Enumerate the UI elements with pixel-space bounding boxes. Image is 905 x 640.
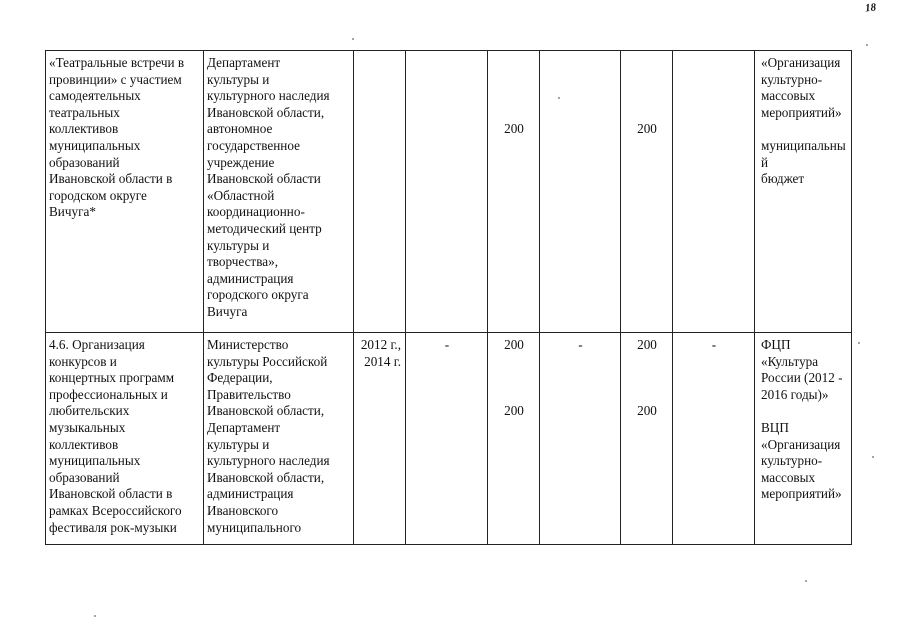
scan-speck — [858, 342, 860, 344]
value-2b: 200 — [504, 403, 524, 419]
value-cell-2 — [488, 333, 540, 545]
value-cell-2 — [488, 51, 540, 333]
value-1: - — [444, 337, 450, 352]
executor-cell — [204, 333, 354, 545]
table-row — [46, 333, 852, 545]
source-b: ВЦП «Организация культурно- массовых мероприятий» — [761, 419, 842, 502]
event-name: «Театральные встречи в провинции» с участием самодеятельных театральных коллективов муниципальных образований Ивановской области в городском округе Вичуга* — [49, 55, 185, 220]
source-cell — [755, 51, 852, 333]
value-cell-4 — [621, 51, 673, 333]
value-cell-4 — [621, 333, 673, 545]
value-4b: 200 — [637, 403, 657, 419]
value-cell-5 — [673, 333, 755, 545]
scan-speck — [866, 44, 868, 46]
value-5: - — [711, 337, 717, 352]
value-2: 200 — [504, 121, 524, 137]
value-4a: 200 — [637, 337, 657, 352]
executor: Министерство культуры Российской Федерации, Правительство Ивановской области, Департамент культуры и культурного наследия Ивановской области, администрация Ивановского муниципального — [207, 337, 330, 535]
value-3: - — [578, 337, 583, 352]
value-cell-1 — [406, 333, 488, 545]
source-b: муниципальный бюджет — [761, 137, 846, 187]
table-row — [46, 51, 852, 333]
scan-speck — [805, 580, 807, 582]
source-cell — [755, 333, 852, 545]
program-table — [45, 50, 852, 545]
source-a: «Организация культурно- массовых мероприятий» — [761, 55, 842, 120]
executor: Департамент культуры и культурного наследия Ивановской области, автономное государственное учреждение Ивановской области «Областной координационно- методический центр культуры и творчества», администрация городского округа Вичуга — [207, 55, 330, 319]
period-cell — [354, 51, 406, 333]
event-name-cell — [46, 51, 204, 333]
event-name: 4.6. Организация конкурсов и концертных программ профессиональных и любительских музыкальных коллективов муниципальных образований Ивановской области в рамках Всероссийского фестиваля рок-музыки — [49, 337, 182, 535]
value-cell-5 — [673, 51, 755, 333]
page-number: 18 — [864, 1, 877, 15]
scan-speck — [94, 615, 96, 617]
value-cell-1 — [406, 51, 488, 333]
source-a: ФЦП «Культура России (2012 - 2016 годы)» — [761, 337, 843, 402]
period-cell — [354, 333, 406, 545]
value-cell-3 — [540, 51, 621, 333]
value-4: 200 — [637, 121, 657, 137]
scan-speck — [558, 97, 560, 99]
scan-speck — [352, 38, 354, 40]
period: 2012 г., 2014 г. — [360, 337, 401, 369]
executor-cell — [204, 51, 354, 333]
event-name-cell — [46, 333, 204, 545]
scan-speck — [872, 456, 874, 458]
value-2a: 200 — [504, 337, 524, 352]
value-cell-3 — [540, 333, 621, 545]
